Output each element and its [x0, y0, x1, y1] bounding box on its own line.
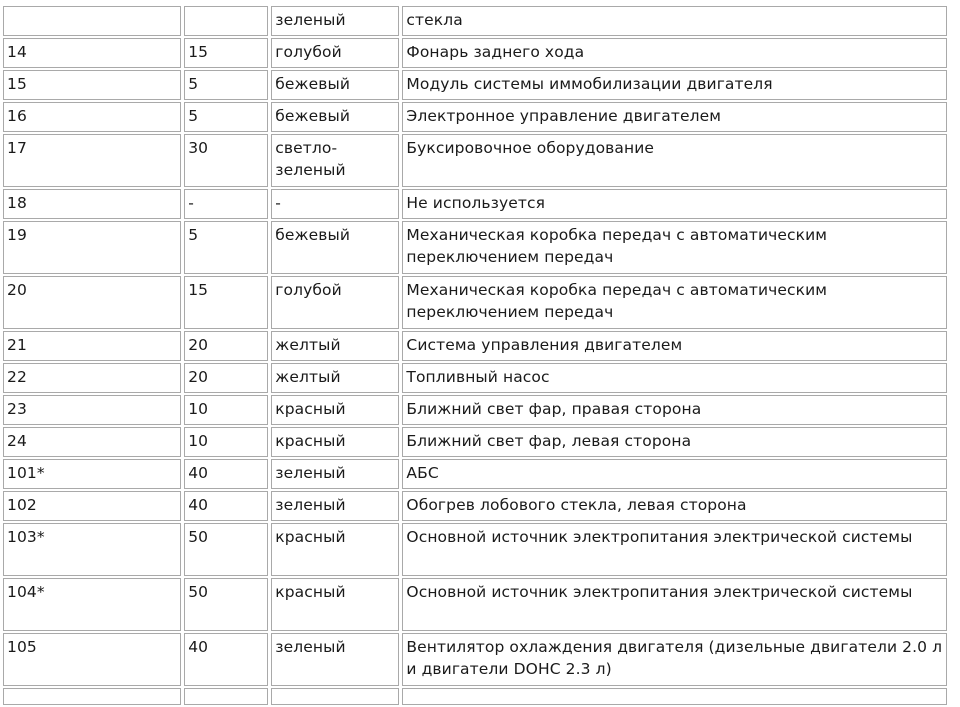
- amperage-cell: 15: [184, 276, 268, 329]
- fuse-number-cell: 102: [3, 491, 181, 521]
- circuit-cell: Ближний свет фар, левая сторона: [402, 427, 947, 457]
- fuse-number-cell: 23: [3, 395, 181, 425]
- table-cell: [184, 688, 268, 705]
- fuse-number-cell: 21: [3, 331, 181, 361]
- color-cell: красный: [271, 578, 399, 631]
- amperage-cell: [184, 6, 268, 36]
- fuse-number-cell: 18: [3, 189, 181, 219]
- table-row: [3, 688, 947, 705]
- amperage-cell: 15: [184, 38, 268, 68]
- amperage-cell: 40: [184, 491, 268, 521]
- circuit-cell: Фонарь заднего хода: [402, 38, 947, 68]
- color-cell: светло-зеленый: [271, 134, 399, 187]
- amperage-cell: 50: [184, 578, 268, 631]
- amperage-cell: 5: [184, 221, 268, 274]
- table-row: [3, 102, 947, 132]
- fuse-number-cell: 16: [3, 102, 181, 132]
- color-cell: голубой: [271, 38, 399, 68]
- amperage-cell: 20: [184, 331, 268, 361]
- amperage-cell: -: [184, 189, 268, 219]
- color-cell: зеленый: [271, 459, 399, 489]
- fuse-number-cell: 24: [3, 427, 181, 457]
- table-row: [3, 134, 947, 187]
- fuse-number-cell: 20: [3, 276, 181, 329]
- table-row: [3, 523, 947, 576]
- circuit-cell: Обогрев лобового стекла, левая сторона: [402, 491, 947, 521]
- circuit-cell: Вентилятор охлаждения двигателя (дизельные двигатели 2.0 л и двигатели DOHC 2.3 л): [402, 633, 947, 686]
- fuse-number-cell: 101*: [3, 459, 181, 489]
- table-row: [3, 427, 947, 457]
- table-row: [3, 633, 947, 686]
- fuse-number-cell: 15: [3, 70, 181, 100]
- table-cell: [271, 688, 399, 705]
- fuse-table: [0, 4, 950, 707]
- circuit-cell: Топливный насос: [402, 363, 947, 393]
- color-cell: зеленый: [271, 6, 399, 36]
- table-row: [3, 70, 947, 100]
- table-row: [3, 6, 947, 36]
- color-cell: голубой: [271, 276, 399, 329]
- amperage-cell: 40: [184, 459, 268, 489]
- circuit-cell: Ближний свет фар, правая сторона: [402, 395, 947, 425]
- fuse-number-cell: 103*: [3, 523, 181, 576]
- table-row: [3, 578, 947, 631]
- circuit-cell: Система управления двигателем: [402, 331, 947, 361]
- table-row: [3, 38, 947, 68]
- amperage-cell: 30: [184, 134, 268, 187]
- circuit-cell: Модуль системы иммобилизации двигателя: [402, 70, 947, 100]
- fuse-number-cell: 14: [3, 38, 181, 68]
- color-cell: -: [271, 189, 399, 219]
- table-row: [3, 331, 947, 361]
- table-row: [3, 189, 947, 219]
- amperage-cell: 20: [184, 363, 268, 393]
- color-cell: желтый: [271, 363, 399, 393]
- circuit-cell: Основной источник электропитания электрической системы: [402, 523, 947, 576]
- fuse-number-cell: 105: [3, 633, 181, 686]
- fuse-table-body: [3, 6, 947, 705]
- circuit-cell: Буксировочное оборудование: [402, 134, 947, 187]
- color-cell: красный: [271, 523, 399, 576]
- circuit-cell: Электронное управление двигателем: [402, 102, 947, 132]
- color-cell: бежевый: [271, 70, 399, 100]
- amperage-cell: 50: [184, 523, 268, 576]
- table-cell: [402, 688, 947, 705]
- circuit-cell: Основной источник электропитания электрической системы: [402, 578, 947, 631]
- fuse-number-cell: 19: [3, 221, 181, 274]
- table-row: [3, 491, 947, 521]
- amperage-cell: 5: [184, 70, 268, 100]
- amperage-cell: 40: [184, 633, 268, 686]
- fuse-number-cell: 104*: [3, 578, 181, 631]
- circuit-cell: АБС: [402, 459, 947, 489]
- color-cell: зеленый: [271, 491, 399, 521]
- fuse-number-cell: [3, 6, 181, 36]
- fuse-number-cell: 17: [3, 134, 181, 187]
- color-cell: бежевый: [271, 102, 399, 132]
- table-row: [3, 221, 947, 274]
- color-cell: красный: [271, 427, 399, 457]
- amperage-cell: 10: [184, 395, 268, 425]
- fuse-number-cell: 22: [3, 363, 181, 393]
- table-row: [3, 395, 947, 425]
- color-cell: красный: [271, 395, 399, 425]
- circuit-cell: Не используется: [402, 189, 947, 219]
- table-cell: [3, 688, 181, 705]
- table-row: [3, 276, 947, 329]
- circuit-cell: стекла: [402, 6, 947, 36]
- circuit-cell: Механическая коробка передач с автоматическим переключением передач: [402, 276, 947, 329]
- table-row: [3, 363, 947, 393]
- color-cell: зеленый: [271, 633, 399, 686]
- table-row: [3, 459, 947, 489]
- amperage-cell: 10: [184, 427, 268, 457]
- color-cell: бежевый: [271, 221, 399, 274]
- circuit-cell: Механическая коробка передач с автоматическим переключением передач: [402, 221, 947, 274]
- amperage-cell: 5: [184, 102, 268, 132]
- color-cell: желтый: [271, 331, 399, 361]
